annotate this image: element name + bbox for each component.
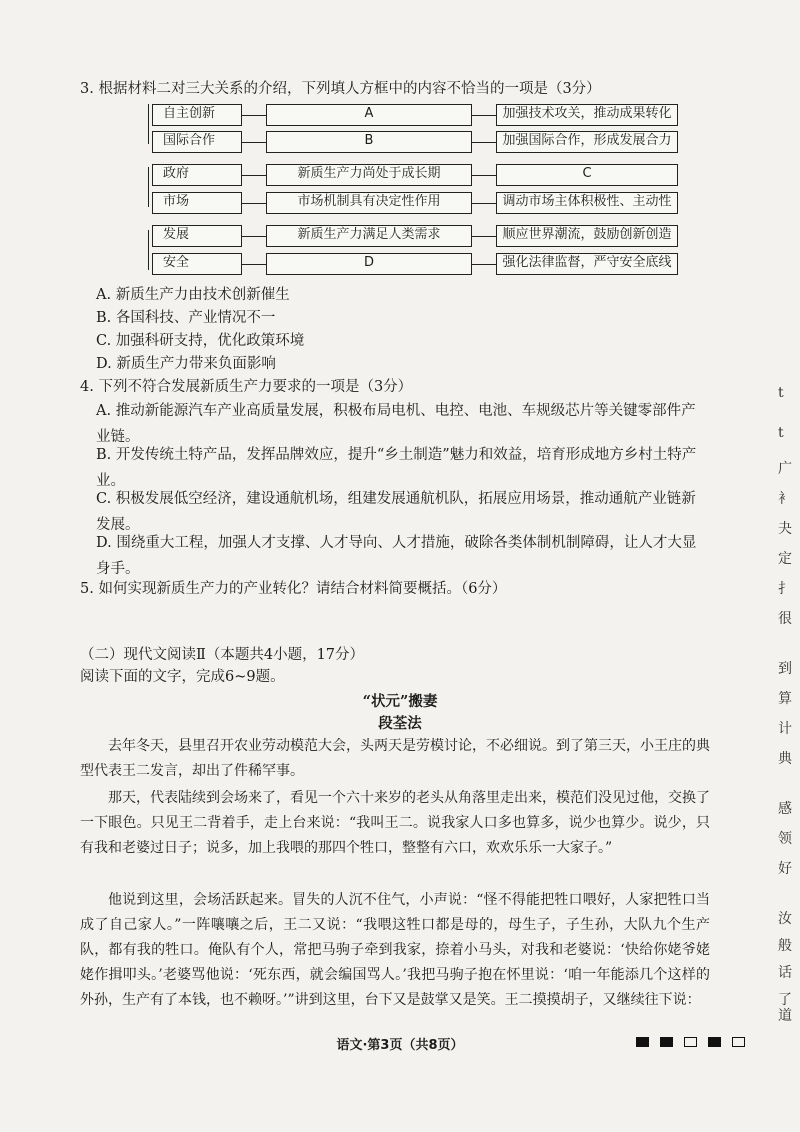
- edge-char: 计: [778, 721, 792, 737]
- q3-option-c: C. 加强科研支持，优化政策环境: [96, 333, 305, 349]
- story-paragraph-2: 那天，代表陆续到会场来了，看见一个六十来岁的老头从角落里走出来，模范们没见过他，交换了一下眼色。只见王二背着手，走上台来说：“我叫王二。说我家人口多也算多，说少也算少。说少，只有我和老婆过日子；说多，加上我喂的那四个牲口，整整有六口，欢欢乐乐一大家子。”: [80, 790, 710, 856]
- diagram-label-cooperation: 国际合作: [152, 131, 242, 153]
- section-heading: （二）现代文阅读Ⅱ（本题共4小题，17分）: [80, 647, 365, 663]
- q4-option-c: C. 积极发展低空经济，建设通航机场，组建发展通航机队，拓展应用场景，推动通航产业链新发展。: [96, 491, 696, 533]
- edge-char: 算: [778, 691, 792, 707]
- diagram-label-development: 发展: [152, 225, 242, 247]
- edge-char: 很: [778, 611, 792, 627]
- q3-option-a: A. 新质生产力由技术创新催生: [96, 287, 290, 303]
- diagram-mid-b: B: [266, 131, 472, 153]
- footer-mark-filled-1: [636, 1037, 649, 1047]
- diagram-mid-a: A: [266, 104, 472, 126]
- q3-option-b: B. 各国科技、产业情况不一: [96, 310, 276, 326]
- diagram-label-security: 安全: [152, 253, 242, 275]
- diagram-mid-government: 新质生产力尚处于成长期: [266, 164, 472, 186]
- edge-char: t: [778, 385, 784, 401]
- diagram-right-security: 强化法律监督，严守安全底线: [496, 253, 678, 275]
- diagram-mid-development: 新质生产力满足人类需求: [266, 225, 472, 247]
- section-instruction: 阅读下面的文字，完成6~9题。: [80, 669, 285, 685]
- story-paragraph-3: 他说到这里，会场活跃起来。冒失的人沉不住气，小声说：“怪不得能把牲口喂好，人家把牲口当成了自己家人。”一阵嚷嚷之后，王二又说：“我喂这牲口都是母的，母生子，子生孙，大队九个生产队，都有我的牲口。俺队有个人，常把马驹子牵到我家，捺着小马头，对我和老婆说：‘快给你姥爷姥姥作揖叩头。’老婆骂他说：‘死东西，就会编国骂人。’我把马驹子抱在怀里说：‘咱一年能添几个这样的外孙，生产有了本钱，也不赖呀。’”讲到这里，台下又是鼓掌又是笑。王二摸摸胡子，又继续往下说：: [80, 892, 710, 1008]
- diagram-label-innovation: 自主创新: [152, 104, 242, 126]
- edge-char: 感: [778, 801, 792, 817]
- diagram-right-cooperation: 加强国际合作，形成发展合力: [496, 131, 678, 153]
- page-footer: 语文·第3页（共8页）: [336, 1038, 464, 1053]
- q4-title: 4. 下列不符合发展新质生产力要求的一项是（3分）: [80, 379, 413, 395]
- diagram-right-market: 调动市场主体积极性、主动性: [496, 192, 678, 214]
- edge-char: 了: [778, 992, 792, 1008]
- q5-title: 5. 如何实现新质生产力的产业转化？请结合材料简要概括。（6分）: [80, 581, 507, 597]
- diagram-right-development: 顺应世界潮流，鼓励创新创造: [496, 225, 678, 247]
- diagram-mid-d: D: [266, 253, 472, 275]
- story-title: “状元”搬妻: [362, 693, 438, 710]
- q4-option-d: D. 围绕重大工程，加强人才支撑、人才导向、人才措施，破除各类体制机制障碍，让人才大显身手。: [96, 535, 697, 577]
- edge-char: 汝: [778, 911, 792, 927]
- diagram-right-innovation: 加强技术攻关，推动成果转化: [496, 104, 678, 126]
- edge-char: 典: [778, 751, 792, 767]
- footer-mark-filled-2: [660, 1037, 673, 1047]
- edge-char: 扌: [778, 581, 792, 597]
- edge-char: 广: [778, 461, 792, 477]
- edge-char: t: [778, 425, 784, 441]
- edge-char: 夬: [778, 521, 792, 537]
- edge-char: 领: [778, 831, 792, 847]
- q4-option-a: A. 推动新能源汽车产业高质量发展，积极布局电机、电控、电池、车规级芯片等关键零部件产业链。: [96, 403, 696, 445]
- footer-mark-open-2: [732, 1037, 745, 1047]
- diagram-mid-market: 市场机制具有决定性作用: [266, 192, 472, 214]
- edge-char: 衤: [778, 491, 792, 507]
- footer-mark-open-1: [684, 1037, 697, 1047]
- edge-char: 到: [778, 661, 792, 677]
- diagram-right-c: C: [496, 164, 678, 186]
- edge-char: 好: [778, 861, 792, 877]
- edge-char: 话: [778, 965, 792, 981]
- edge-char: 定: [778, 551, 792, 567]
- edge-char: 道: [778, 1008, 792, 1024]
- story-author: 段荃法: [378, 715, 422, 732]
- footer-mark-filled-3: [708, 1037, 721, 1047]
- q4-option-b: B. 开发传统土特产品，发挥品牌效应，提升“乡土制造”魅力和效益，培育形成地方乡村土特产业。: [96, 447, 697, 489]
- diagram-label-government: 政府: [152, 164, 242, 186]
- diagram-label-market: 市场: [152, 192, 242, 214]
- edge-char: 般: [778, 938, 792, 954]
- story-paragraph-1: 去年冬天，县里召开农业劳动模范大会，头两天是劳模讨论，不必细说。到了第三天，小王庄的典型代表王二发言，却出了件稀罕事。: [80, 738, 710, 779]
- q3-title: 3. 根据材料二对三大关系的介绍，下列填人方框中的内容不恰当的一项是（3分）: [80, 81, 601, 97]
- q3-option-d: D. 新质生产力带来负面影响: [96, 356, 276, 372]
